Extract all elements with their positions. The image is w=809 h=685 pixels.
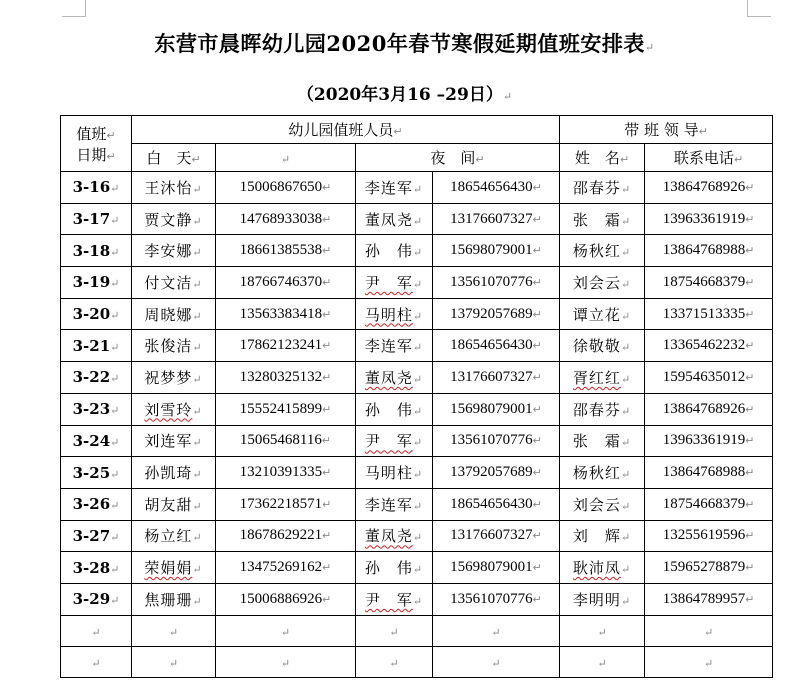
- paragraph-mark: ↵: [620, 404, 632, 418]
- empty-cell: [61, 646, 132, 677]
- paragraph-mark: ↵: [322, 213, 332, 226]
- paragraph-mark: ↵: [532, 403, 542, 416]
- paragraph-mark: ↵: [110, 562, 120, 576]
- date-cell: 3-26↵: [61, 488, 132, 520]
- paragraph-mark: ↵: [412, 309, 424, 323]
- paragraph-mark: ↵: [703, 656, 714, 670]
- table-row: [61, 172, 773, 204]
- day-staff-name: 胡友甜↵: [132, 488, 216, 520]
- paragraph-mark: ↵: [110, 245, 120, 259]
- paragraph-mark: ↵: [110, 277, 120, 291]
- paragraph-mark: ↵: [322, 308, 332, 321]
- leader-phone: 13864768988↵: [645, 457, 773, 489]
- paragraph-mark: ↵: [110, 214, 120, 228]
- paragraph-mark: ↵: [532, 213, 542, 226]
- paragraph-mark: ↵: [412, 436, 424, 450]
- day-staff-name: 杨立红↵: [132, 520, 216, 552]
- night-staff-name: 李连军↵: [356, 488, 433, 520]
- leader-phone: 13864768926↵: [645, 172, 773, 204]
- night-staff-name: 马明柱↵: [356, 298, 433, 330]
- paragraph-mark: ↵: [745, 403, 755, 416]
- day-staff-name: 祝梦梦↵: [132, 362, 216, 394]
- paragraph-mark: ↵: [412, 563, 424, 577]
- header-row: [61, 116, 773, 144]
- paragraph-mark: ↵: [192, 531, 203, 545]
- paragraph-mark: ↵: [745, 498, 755, 511]
- table-row: [61, 362, 773, 394]
- paragraph-mark: ↵: [192, 436, 203, 450]
- night-staff-phone: 18654656430↵: [433, 488, 560, 520]
- night-staff-name: 董凤尧↵: [356, 520, 433, 552]
- leader-phone: 13963361919↵: [645, 203, 773, 235]
- leader-name: 李明明↵: [560, 583, 645, 615]
- empty-cell: [356, 615, 433, 646]
- paragraph-mark: ↵: [532, 181, 542, 194]
- paragraph-mark: ↵: [412, 277, 424, 291]
- paragraph-mark: ↵: [620, 182, 632, 196]
- leader-name: 张 霜↵: [560, 425, 645, 457]
- day-staff-name: 孙凯琦↵: [132, 457, 216, 489]
- paragraph-mark: ↵: [110, 372, 120, 386]
- leader-name: 胥红红↵: [560, 362, 645, 394]
- paragraph-mark: ↵: [491, 656, 501, 670]
- paragraph-mark: ↵: [745, 435, 755, 448]
- paragraph-mark: ↵: [192, 214, 203, 228]
- leader-phone: 13864768926↵: [645, 393, 773, 425]
- night-staff-name: 董凤尧↵: [356, 203, 433, 235]
- night-staff-phone: 18654656430↵: [433, 330, 560, 362]
- paragraph-mark: ↵: [168, 656, 179, 670]
- day-staff-name: 贾文静↵: [132, 203, 216, 235]
- day-phone-header: ↵: [216, 144, 356, 172]
- crop-mark: [62, 16, 86, 17]
- paragraph-mark: ↵: [412, 468, 424, 482]
- crop-mark: [747, 0, 748, 17]
- day-staff-phone: 13210391335↵: [216, 457, 356, 489]
- paragraph-mark: ↵: [620, 341, 632, 355]
- table-row: [61, 425, 773, 457]
- paragraph-mark: ↵: [745, 593, 755, 606]
- leader-phone: 13864789957↵: [645, 583, 773, 615]
- day-staff-phone: 13280325132↵: [216, 362, 356, 394]
- paragraph-mark: ↵: [192, 468, 203, 482]
- table-row: [61, 267, 773, 299]
- empty-cell: [560, 615, 645, 646]
- paragraph-mark: ↵: [412, 404, 424, 418]
- night-staff-name: 孙 伟↵: [356, 235, 433, 267]
- paragraph-mark: ↵: [532, 562, 542, 575]
- night-staff-phone: 13176607327↵: [433, 520, 560, 552]
- leader-phone: 13365462232↵: [645, 330, 773, 362]
- paragraph-mark: ↵: [110, 309, 120, 323]
- date-cell: 3-17↵: [61, 203, 132, 235]
- empty-cell: [433, 646, 560, 677]
- paragraph-mark: ↵: [192, 309, 203, 323]
- empty-cell: [216, 615, 356, 646]
- table-row: [61, 457, 773, 489]
- paragraph-mark: ↵: [110, 530, 120, 544]
- leader-phone: 15965278879↵: [645, 552, 773, 584]
- date-cell: 3-22↵: [61, 362, 132, 394]
- night-staff-phone: 13561070776↵: [433, 425, 560, 457]
- paragraph-mark: ↵: [110, 467, 120, 481]
- table-row: [61, 330, 773, 362]
- day-staff-phone: 17862123241↵: [216, 330, 356, 362]
- date-cell: 3-20↵: [61, 298, 132, 330]
- date-cell: 3-29↵: [61, 583, 132, 615]
- paragraph-mark: ↵: [703, 625, 714, 639]
- day-staff-phone: 17362218571↵: [216, 488, 356, 520]
- day-staff-phone: 15006886926↵: [216, 583, 356, 615]
- date-cell: 3-18↵: [61, 235, 132, 267]
- day-staff-name: 张俊洁↵: [132, 330, 216, 362]
- date-cell: 3-19↵: [61, 267, 132, 299]
- empty-cell: [560, 646, 645, 677]
- paragraph-mark: ↵: [620, 563, 632, 577]
- day-staff-phone: 14768933038↵: [216, 203, 356, 235]
- night-staff-name: 尹 军↵: [356, 583, 433, 615]
- paragraph-mark: ↵: [192, 372, 203, 386]
- table-row: [61, 488, 773, 520]
- empty-cell: [645, 615, 773, 646]
- day-staff-name: 付文洁↵: [132, 267, 216, 299]
- night-staff-phone: 18654656430↵: [433, 172, 560, 204]
- paragraph-mark: ↵: [620, 531, 632, 545]
- day-staff-name: 刘雪玲↵: [132, 393, 216, 425]
- document-subtitle: （2020年3月16 –29日）↵: [296, 85, 513, 105]
- paragraph-mark: ↵: [597, 625, 607, 639]
- night-staff-name: 马明柱↵: [356, 457, 433, 489]
- paragraph-mark: ↵: [412, 499, 424, 513]
- day-staff-name: 焦珊珊↵: [132, 583, 216, 615]
- paragraph-mark: ↵: [110, 594, 120, 608]
- subheader-row: [61, 144, 773, 172]
- date-cell: 3-23↵: [61, 393, 132, 425]
- date-cell: 3-24↵: [61, 425, 132, 457]
- leader-phone: 13255619596↵: [645, 520, 773, 552]
- leader-name-header: 姓 名↵: [560, 144, 645, 172]
- paragraph-mark: ↵: [110, 182, 120, 196]
- date-cell: 3-28↵: [61, 552, 132, 584]
- day-staff-name: 刘连军↵: [132, 425, 216, 457]
- paragraph-mark: ↵: [321, 435, 332, 448]
- table-row: [61, 298, 773, 330]
- paragraph-mark: ↵: [322, 530, 332, 543]
- paragraph-mark: ↵: [532, 371, 542, 384]
- paragraph-mark: ↵: [620, 277, 632, 291]
- leader-name: 刘会云↵: [560, 488, 645, 520]
- table-row: [61, 235, 773, 267]
- paragraph-mark: ↵: [389, 656, 399, 670]
- night-staff-phone: 15698079001↵: [433, 235, 560, 267]
- paragraph-mark: ↵: [168, 625, 179, 639]
- paragraph-mark: ↵: [532, 593, 542, 606]
- leader-name: 邵春芬↵: [560, 393, 645, 425]
- night-staff-phone: 13792057689↵: [433, 457, 560, 489]
- paragraph-mark: ↵: [620, 309, 632, 323]
- leader-name: 谭立花↵: [560, 298, 645, 330]
- table-row: [61, 520, 773, 552]
- paragraph-mark: ↵: [620, 499, 632, 513]
- empty-cell: [645, 646, 773, 677]
- paragraph-mark: ↵: [389, 625, 399, 639]
- leader-phone: 18754668379↵: [645, 267, 773, 299]
- paragraph-mark: ↵: [192, 499, 203, 513]
- date-cell: 3-25↵: [61, 457, 132, 489]
- paragraph-mark: ↵: [745, 371, 755, 384]
- paragraph-mark: ↵: [192, 182, 203, 196]
- paragraph-mark: ↵: [532, 308, 542, 321]
- paragraph-mark: ↵: [502, 90, 513, 103]
- night-header: 夜 间↵: [356, 144, 560, 172]
- day-header: 白 天↵: [132, 144, 216, 172]
- table-row: [61, 552, 773, 584]
- paragraph-mark: ↵: [644, 41, 655, 54]
- night-staff-name: 李连军↵: [356, 172, 433, 204]
- paragraph-mark: ↵: [620, 246, 632, 260]
- paragraph-mark: ↵: [532, 530, 542, 543]
- paragraph-mark: ↵: [192, 246, 203, 260]
- duty-schedule-table: [60, 115, 773, 678]
- paragraph-mark: ↵: [745, 467, 755, 480]
- paragraph-mark: ↵: [532, 498, 542, 511]
- paragraph-mark: ↵: [745, 276, 755, 289]
- day-staff-name: 荣娟娟↵: [132, 552, 216, 584]
- empty-row: [61, 615, 773, 646]
- leader-name: 杨秋红↵: [560, 235, 645, 267]
- leader-name: 邵春芬↵: [560, 172, 645, 204]
- paragraph-mark: ↵: [745, 213, 755, 226]
- document-title: 东营市晨晖幼儿园2020年春节寒假延期值班安排表↵: [154, 31, 655, 56]
- paragraph-mark: ↵: [192, 341, 203, 355]
- night-staff-phone: 13176607327↵: [433, 203, 560, 235]
- leader-phone: 15954635012↵: [645, 362, 773, 394]
- leader-name: 徐敬敬↵: [560, 330, 645, 362]
- table-row: [61, 203, 773, 235]
- paragraph-mark: ↵: [280, 656, 291, 670]
- paragraph-mark: ↵: [110, 499, 120, 513]
- paragraph-mark: ↵: [745, 340, 755, 353]
- paragraph-mark: ↵: [532, 245, 542, 258]
- night-staff-name: 孙 伟↵: [356, 393, 433, 425]
- empty-cell: [216, 646, 356, 677]
- leader-name: 刘 辉↵: [560, 520, 645, 552]
- leader-phone: 13371513335↵: [645, 298, 773, 330]
- paragraph-mark: ↵: [532, 435, 542, 448]
- paragraph-mark: ↵: [412, 594, 424, 608]
- paragraph-mark: ↵: [322, 403, 332, 416]
- paragraph-mark: ↵: [110, 404, 120, 418]
- paragraph-mark: ↵: [192, 277, 203, 291]
- crop-mark: [747, 16, 771, 17]
- empty-cell: [132, 646, 216, 677]
- date-cell: 3-16↵: [61, 172, 132, 204]
- day-staff-phone: 18766746370↵: [216, 267, 356, 299]
- night-staff-name: 孙 伟↵: [356, 552, 433, 584]
- paragraph-mark: ↵: [322, 562, 332, 575]
- night-staff-name: 董凤尧↵: [356, 362, 433, 394]
- date-cell: 3-27↵: [61, 520, 132, 552]
- empty-cell: [132, 615, 216, 646]
- paragraph-mark: ↵: [322, 181, 332, 194]
- paragraph-mark: ↵: [745, 562, 755, 575]
- empty-cell: [433, 615, 560, 646]
- paragraph-mark: ↵: [322, 498, 332, 511]
- leader-name: 刘会云↵: [560, 267, 645, 299]
- table-row: [61, 393, 773, 425]
- day-staff-phone: 18678629221↵: [216, 520, 356, 552]
- paragraph-mark: ↵: [91, 625, 101, 639]
- day-staff-phone: 13563383418↵: [216, 298, 356, 330]
- paragraph-mark: ↵: [322, 593, 332, 606]
- paragraph-mark: ↵: [491, 625, 501, 639]
- night-staff-name: 尹 军↵: [356, 267, 433, 299]
- paragraph-mark: ↵: [532, 467, 542, 480]
- paragraph-mark: ↵: [532, 276, 542, 289]
- leader-header: 带 班 领 导↵: [560, 116, 773, 144]
- day-staff-name: 李安娜↵: [132, 235, 216, 267]
- paragraph-mark: ↵: [745, 245, 755, 258]
- night-staff-phone: 13792057689↵: [433, 298, 560, 330]
- paragraph-mark: ↵: [322, 340, 332, 353]
- crop-mark: [85, 0, 86, 17]
- night-staff-name: 李连军↵: [356, 330, 433, 362]
- paragraph-mark: ↵: [745, 308, 755, 321]
- paragraph-mark: ↵: [620, 468, 632, 482]
- night-staff-phone: 13561070776↵: [433, 583, 560, 615]
- day-staff-name: 周晓娜↵: [132, 298, 216, 330]
- paragraph-mark: ↵: [412, 531, 424, 545]
- empty-cell: [61, 615, 132, 646]
- paragraph-mark: ↵: [745, 181, 755, 194]
- day-staff-phone: 18661385538↵: [216, 235, 356, 267]
- night-staff-name: 尹 军↵: [356, 425, 433, 457]
- empty-cell: [356, 646, 433, 677]
- paragraph-mark: ↵: [412, 214, 424, 228]
- night-staff-phone: 15698079001↵: [433, 393, 560, 425]
- night-staff-phone: 13561070776↵: [433, 267, 560, 299]
- paragraph-mark: ↵: [280, 625, 291, 639]
- paragraph-mark: ↵: [620, 372, 632, 386]
- date-cell: 3-21↵: [61, 330, 132, 362]
- night-staff-phone: 15698079001↵: [433, 552, 560, 584]
- day-staff-name: 王沐怡↵: [132, 172, 216, 204]
- table-row: [61, 583, 773, 615]
- leader-name: 张 霜↵: [560, 203, 645, 235]
- leader-phone-header: 联系电话↵: [645, 144, 773, 172]
- paragraph-mark: ↵: [532, 340, 542, 353]
- paragraph-mark: ↵: [620, 214, 632, 228]
- paragraph-mark: ↵: [192, 563, 203, 577]
- paragraph-mark: ↵: [412, 341, 424, 355]
- paragraph-mark: ↵: [91, 656, 101, 670]
- leader-name: 耿沛凤↵: [560, 552, 645, 584]
- date-header: 值班↵ 日期↵: [61, 116, 132, 172]
- paragraph-mark: ↵: [745, 530, 755, 543]
- night-staff-phone: 13176607327↵: [433, 362, 560, 394]
- paragraph-mark: ↵: [412, 246, 424, 260]
- staff-header: 幼儿园值班人员↵: [132, 116, 560, 144]
- empty-row: [61, 646, 773, 677]
- leader-name: 杨秋红↵: [560, 457, 645, 489]
- paragraph-mark: ↵: [110, 435, 120, 449]
- day-staff-phone: 15065468116↵: [216, 425, 356, 457]
- day-staff-phone: 15552415899↵: [216, 393, 356, 425]
- day-staff-phone: 13475269162↵: [216, 552, 356, 584]
- paragraph-mark: ↵: [597, 656, 607, 670]
- day-staff-phone: 15006867650↵: [216, 172, 356, 204]
- paragraph-mark: ↵: [322, 467, 332, 480]
- leader-phone: 18754668379↵: [645, 488, 773, 520]
- leader-phone: 13864768988↵: [645, 235, 773, 267]
- paragraph-mark: ↵: [322, 371, 332, 384]
- leader-phone: 13963361919↵: [645, 425, 773, 457]
- paragraph-mark: ↵: [412, 372, 424, 386]
- paragraph-mark: ↵: [322, 276, 332, 289]
- paragraph-mark: ↵: [620, 436, 632, 450]
- paragraph-mark: ↵: [412, 182, 424, 196]
- paragraph-mark: ↵: [110, 340, 120, 354]
- paragraph-mark: ↵: [322, 245, 332, 258]
- paragraph-mark: ↵: [192, 594, 203, 608]
- paragraph-mark: ↵: [620, 594, 632, 608]
- paragraph-mark: ↵: [192, 404, 203, 418]
